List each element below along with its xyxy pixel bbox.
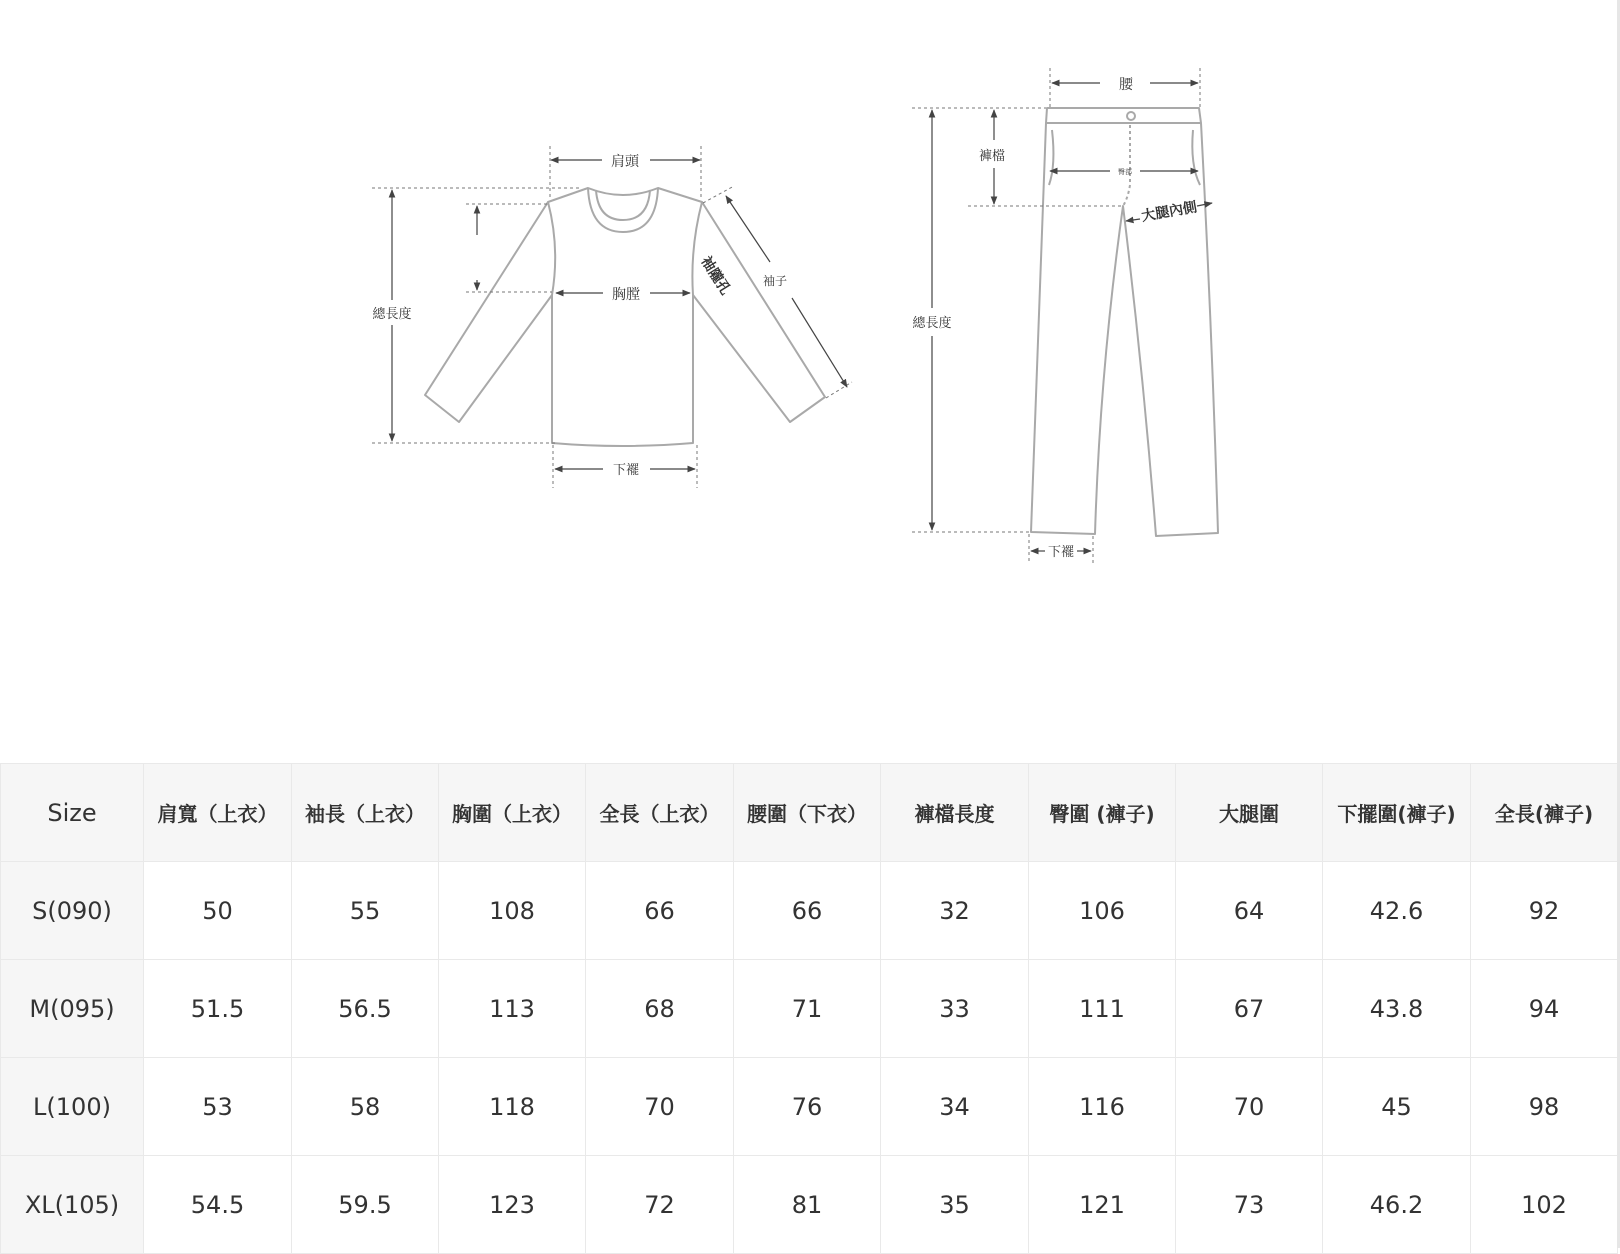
column-header: 胸圍（上衣）	[439, 764, 586, 862]
table-cell: 111	[1029, 960, 1176, 1058]
table-cell: 46.2	[1323, 1156, 1471, 1254]
column-header: 肩寬（上衣）	[144, 764, 292, 862]
table-cell: 116	[1029, 1058, 1176, 1156]
size-diagram	[0, 0, 1620, 620]
table-cell: 59.5	[292, 1156, 439, 1254]
table-cell: 121	[1029, 1156, 1176, 1254]
table-cell: 50	[144, 862, 292, 960]
table-cell: 113	[439, 960, 586, 1058]
table-cell: 76	[734, 1058, 881, 1156]
top-sleeve-label: 袖子	[762, 274, 788, 288]
top-shoulder-label: 肩頭	[611, 154, 639, 170]
table-cell: 92	[1471, 862, 1618, 960]
table-cell: 71	[734, 960, 881, 1058]
table-cell: 102	[1471, 1156, 1618, 1254]
table-cell: 54.5	[144, 1156, 292, 1254]
table-cell: 72	[586, 1156, 734, 1254]
table-cell: 58	[292, 1058, 439, 1156]
shirt-outline	[425, 188, 825, 446]
column-header: 褲檔長度	[881, 764, 1029, 862]
column-header: 臀圍 (褲子)	[1029, 764, 1176, 862]
size-table	[0, 763, 1618, 1254]
table-row	[1, 1156, 1618, 1254]
table-cell: 81	[734, 1156, 881, 1254]
size-cell: S(090)	[1, 862, 144, 960]
table-cell: 64	[1176, 862, 1323, 960]
table-cell: 98	[1471, 1058, 1618, 1156]
table-cell: 70	[586, 1058, 734, 1156]
table-header-row	[1, 764, 1618, 862]
column-header: 下擺圍(褲子)	[1323, 764, 1471, 862]
table-cell: 42.6	[1323, 862, 1471, 960]
column-header: 袖長（上衣）	[292, 764, 439, 862]
table-cell: 43.8	[1323, 960, 1471, 1058]
table-cell: 45	[1323, 1058, 1471, 1156]
pants-hem-label: 下襬	[1047, 545, 1075, 560]
table-cell: 56.5	[292, 960, 439, 1058]
table-row	[1, 960, 1618, 1058]
pants-hip-label: 臀部	[1118, 168, 1132, 176]
table-cell: 66	[734, 862, 881, 960]
table-cell: 106	[1029, 862, 1176, 960]
pants-total-length-label: 總長度	[912, 316, 952, 331]
table-cell: 66	[586, 862, 734, 960]
table-cell: 108	[439, 862, 586, 960]
top-total-length-label: 總長度	[372, 307, 412, 322]
table-cell: 53	[144, 1058, 292, 1156]
column-header: 全長（上衣）	[586, 764, 734, 862]
top-armhole-label: 袖隴孔	[697, 253, 734, 298]
size-cell: M(095)	[1, 960, 144, 1058]
table-cell: 67	[1176, 960, 1323, 1058]
table-cell: 55	[292, 862, 439, 960]
table-row	[1, 1058, 1618, 1156]
size-cell: XL(105)	[1, 1156, 144, 1254]
table-cell: 118	[439, 1058, 586, 1156]
table-cell: 32	[881, 862, 1029, 960]
table-cell: 123	[439, 1156, 586, 1254]
pants-waist-label: 腰	[1119, 77, 1133, 93]
pants-inseam-label: 大腿內側	[1140, 199, 1199, 225]
table-cell: 68	[586, 960, 734, 1058]
column-header: 大腿圍	[1176, 764, 1323, 862]
column-header: 全長(褲子)	[1471, 764, 1618, 862]
table-row	[1, 862, 1618, 960]
pants-diagram	[912, 68, 1218, 564]
pants-rise-label: 褲檔	[978, 149, 1006, 164]
table-cell: 73	[1176, 1156, 1323, 1254]
size-cell: L(100)	[1, 1058, 144, 1156]
column-header: 腰圍（下衣）	[734, 764, 881, 862]
table-cell: 70	[1176, 1058, 1323, 1156]
table-cell: 33	[881, 960, 1029, 1058]
table-cell: 51.5	[144, 960, 292, 1058]
table-cell: 34	[881, 1058, 1029, 1156]
table-cell: 35	[881, 1156, 1029, 1254]
top-chest-label: 胸膛	[612, 287, 640, 303]
top-hem-label: 下襬	[612, 463, 640, 478]
top-diagram	[372, 146, 852, 488]
table-cell: 94	[1471, 960, 1618, 1058]
column-header-size: Size	[1, 764, 144, 862]
